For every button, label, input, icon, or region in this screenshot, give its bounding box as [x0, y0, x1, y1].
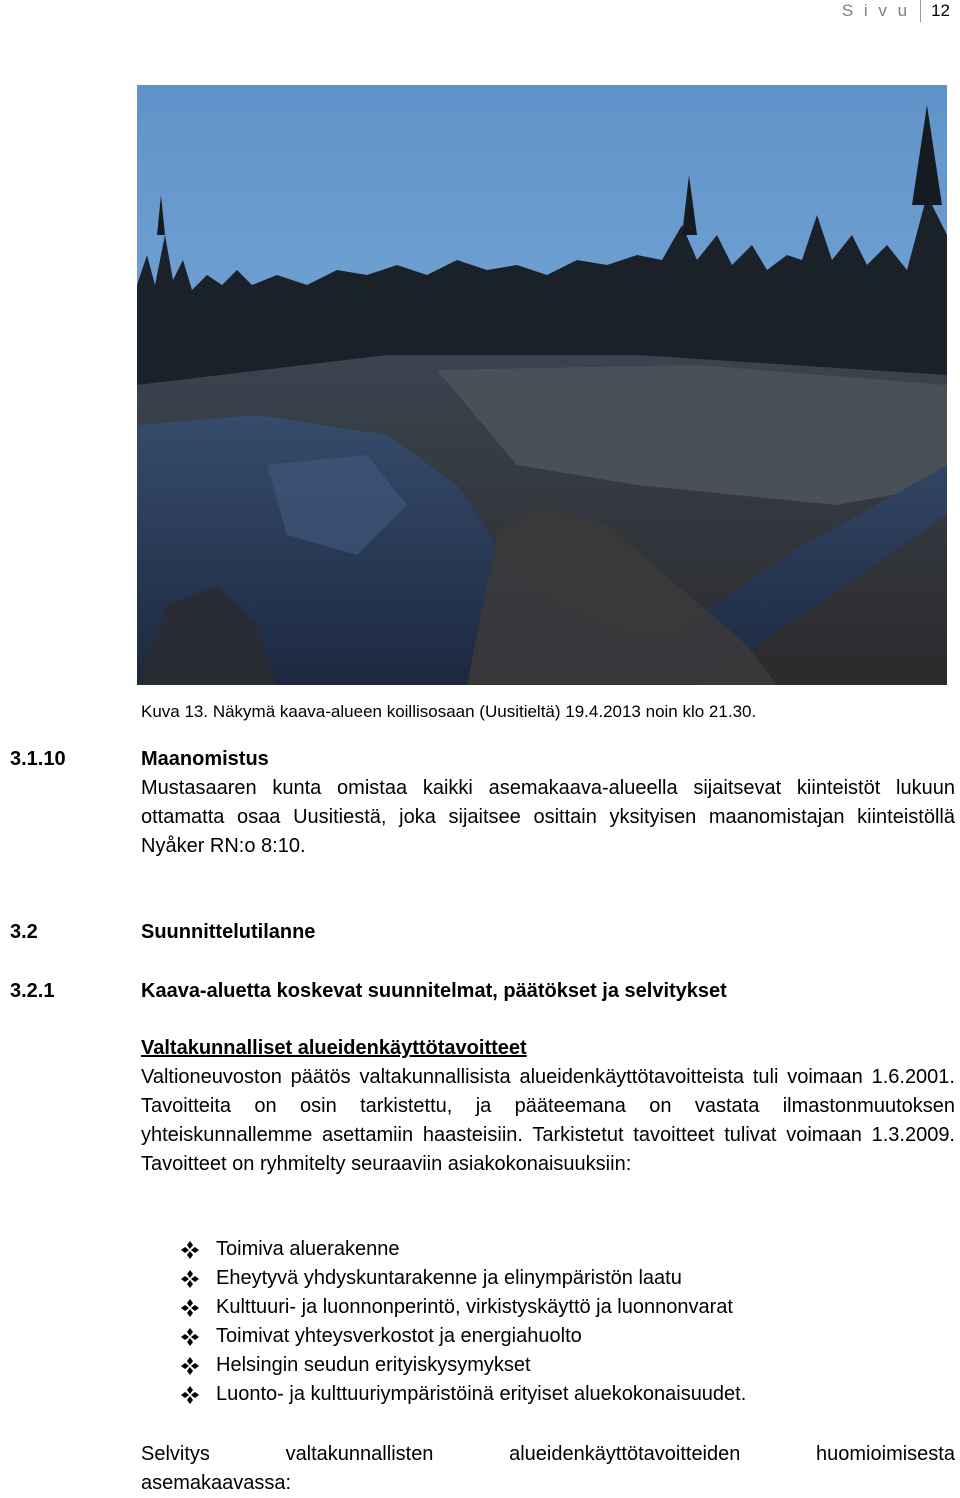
list-item	[180, 1351, 746, 1380]
list-item	[180, 1264, 746, 1293]
four-diamond-bullet-icon	[180, 1269, 200, 1289]
list-item	[180, 1235, 746, 1264]
four-diamond-bullet-icon	[180, 1385, 200, 1405]
four-diamond-bullet-icon	[180, 1356, 200, 1376]
page-label: S i v u	[841, 1, 911, 20]
section-number-3-2-1: 3.2.1	[10, 980, 55, 1002]
selvitys-first-line	[141, 1440, 955, 1469]
list-item-text: Kulttuuri- ja luonnonperintö, virkistyskäyttö ja luonnonvarat	[216, 1296, 733, 1318]
section-number-3-2: 3.2	[10, 921, 38, 943]
vat-subheading: Valtakunnalliset alueidenkäyttötavoitteet	[141, 1037, 527, 1059]
vat-subheading-block	[141, 1034, 955, 1063]
four-diamond-bullet-icon	[180, 1298, 200, 1318]
selvitys-word: huomioimisesta	[816, 1443, 955, 1465]
list-item	[180, 1293, 746, 1322]
maanomistus-paragraph: Mustasaaren kunta omistaa kaikki asemakaava-alueella sijaitsevat kiinteistöt lukuun ottamatta osaa Uusitiestä, joka sijaitsee osittain yksityisen maanomistajan kiinteistöllä Nyåker RN:o 8:10.	[141, 777, 955, 857]
section-number-3-1-10: 3.1.10	[10, 748, 66, 770]
section-title-suunnittelutilanne: Suunnittelutilanne	[141, 921, 316, 943]
four-diamond-bullet-icon	[180, 1240, 200, 1260]
list-item-text: Toimivat yhteysverkostot ja energiahuolto	[216, 1325, 582, 1347]
section-title-maanomistus: Maanomistus	[141, 748, 269, 770]
list-item	[180, 1380, 746, 1409]
page-number: 12	[931, 1, 950, 20]
selvitys-paragraph	[141, 1440, 955, 1498]
vat-goal-list	[180, 1235, 746, 1409]
list-item	[180, 1322, 746, 1351]
list-item-text: Luonto- ja kulttuuriympäristöinä erityiset aluekokonaisuudet.	[216, 1383, 747, 1405]
selvitys-word: alueidenkäyttötavoitteiden	[509, 1443, 741, 1465]
selvitys-word: Selvitys	[141, 1443, 210, 1465]
list-item-text: Helsingin seudun erityiskysymykset	[216, 1354, 531, 1376]
selvitys-second-line: asemakaavassa:	[141, 1472, 292, 1494]
vat-paragraph: Valtioneuvoston päätös valtakunnallisista alueidenkäyttötavoitteista tuli voimaan 1.6.2001. Tavoitteita on osin tarkistettu, ja pääteemana on vastata ilmastonmuutoksen yhteiskunnallemme asettamiin haasteisiin. Tarkistetut tavoitteet tulivat voimaan 1.3.2009. Tavoitteet on ryhmitelty seuraaviin asiakokonaisuuksiin:	[141, 1066, 955, 1175]
selvitys-word: valtakunnallisten	[285, 1443, 434, 1465]
list-item-text: Toimiva aluerakenne	[216, 1238, 400, 1260]
landscape-photo	[137, 85, 947, 685]
list-item-text: Eheytyvä yhdyskuntarakenne ja elinympäristön laatu	[216, 1267, 682, 1289]
section-title-kaava-aluetta: Kaava-aluetta koskevat suunnitelmat, päätökset ja selvitykset	[141, 980, 727, 1002]
photo-caption: Kuva 13. Näkymä kaava-alueen koillisosaan (Uusitieltä) 19.4.2013 noin klo 21.30.	[141, 702, 757, 721]
four-diamond-bullet-icon	[180, 1327, 200, 1347]
page-header	[842, 0, 950, 22]
